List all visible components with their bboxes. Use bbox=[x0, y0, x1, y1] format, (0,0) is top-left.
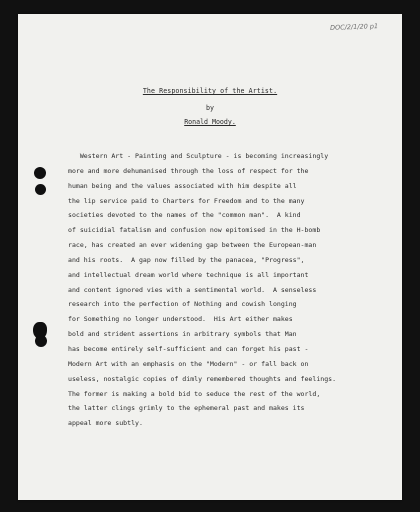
body-line: race, has created an ever widening gap between the European-man bbox=[68, 241, 317, 250]
punch-hole-top bbox=[34, 167, 46, 179]
body-line: bold and strident assertions in arbitrary symbols that Man bbox=[68, 330, 297, 339]
body-line: and intellectual dream world where technique is all important bbox=[68, 270, 309, 279]
body-line: and content ignored vies with a sentimental world. A senseless bbox=[68, 285, 317, 294]
body-line: research into the perfection of Nothing and cowish longing bbox=[68, 300, 297, 309]
archive-reference: DOC/2/1/20 p1 bbox=[329, 22, 379, 32]
document-title: The Responsibility of the Artist. bbox=[142, 87, 278, 95]
body-line: appeal more subtly. bbox=[68, 419, 143, 428]
punch-hole-bottom bbox=[35, 335, 47, 347]
body-line: the latter clings grimly to the ephemeral past and makes its bbox=[68, 404, 305, 413]
byline-by: by bbox=[206, 104, 214, 112]
body-line: and his roots. A gap now filled by the panacea, "Progress", bbox=[68, 255, 305, 264]
body-line: the lip service paid to Charters for Freedom and to the many bbox=[68, 196, 305, 205]
body-line: Modern Art with an emphasis on the "Modern" - or fall back on bbox=[68, 359, 309, 368]
author-name: Ronald Moody. bbox=[184, 118, 236, 126]
body-line: has become entirely self-sufficient and can forget his past - bbox=[68, 344, 309, 353]
body-line: for Something no longer understood. His Art either makes bbox=[68, 315, 293, 324]
document-page bbox=[18, 14, 402, 500]
body-line: useless, nostalgic copies of dimly remembered thoughts and feelings. bbox=[68, 374, 337, 383]
punch-hole-middle bbox=[35, 184, 46, 195]
body-line: more and more dehumanised through the loss of respect for the bbox=[68, 166, 309, 175]
body-line: of suicidial fatalism and confusion now epitomised in the H-bomb bbox=[68, 226, 321, 235]
body-line: societies devoted to the names of the "common man". A kind bbox=[68, 211, 301, 220]
body-line: human being and the values associated with him despite all bbox=[68, 181, 297, 190]
body-line: The former is making a bold bid to seduce the rest of the world, bbox=[68, 389, 321, 398]
body-line: Western Art - Painting and Sculpture - is becoming increasingly bbox=[68, 152, 329, 160]
document-body bbox=[68, 149, 398, 431]
